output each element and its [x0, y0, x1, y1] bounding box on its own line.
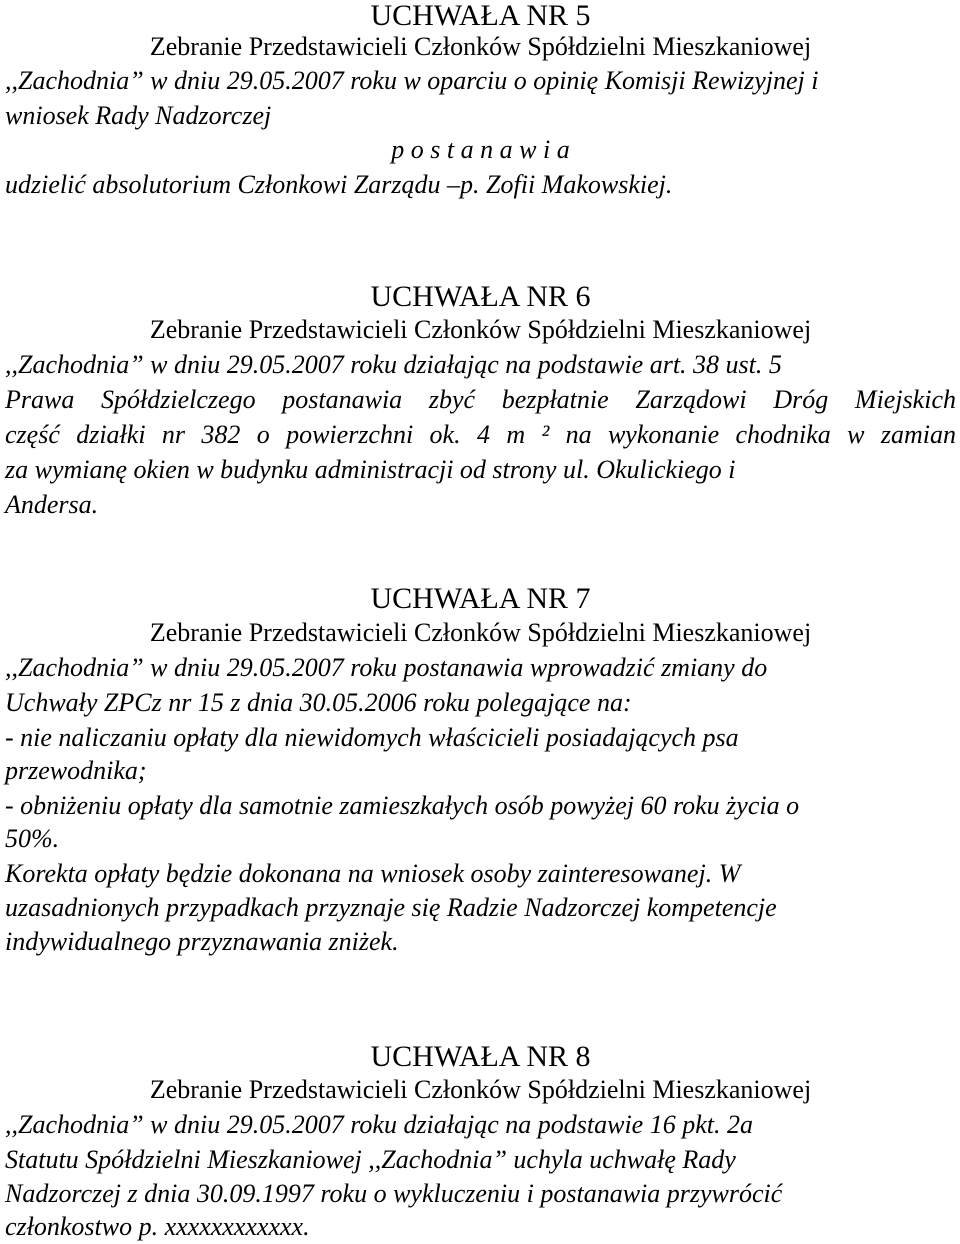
resolution-line: Uchwały ZPCz nr 15 z dnia 30.05.2006 roku polegające na: [5, 688, 632, 717]
resolution-line: ,,Zachodnia” w dniu 29.05.2007 roku działając na podstawie art. 38 ust. 5 [5, 350, 782, 379]
resolution-heading: UCHWAŁA NR 7 [370, 582, 591, 615]
resolution-line: część działki nr 382 o powierzchni ok. 4 m ² na wykonanie chodnika w zamian [5, 420, 956, 449]
resolution-line: Nadzorczej z dnia 30.09.1997 roku o wykluczeniu i postanawia przywrócić [5, 1179, 783, 1208]
resolution-line: indywidualnego przyznawania zniżek. [5, 927, 399, 956]
resolution-line: Korekta opłaty będzie dokonana na wniosek osoby zainteresowanej. W [5, 859, 741, 888]
resolution-line: Zebranie Przedstawicieli Członków Spółdzielni Mieszkaniowej [149, 618, 812, 647]
resolution-line: Zebranie Przedstawicieli Członków Spółdzielni Mieszkaniowej [149, 32, 812, 61]
resolution-line: Statutu Spółdzielni Mieszkaniowej ,,Zachodnia” uchyla uchwałę Rady [5, 1145, 736, 1174]
resolution-line: ,,Zachodnia” w dniu 29.05.2007 roku działając na podstawie 16 pkt. 2a [5, 1110, 753, 1139]
resolution-line: - nie naliczaniu opłaty dla niewidomych właścicieli posiadających psa [5, 723, 739, 752]
resolution-line: ,,Zachodnia” w dniu 29.05.2007 roku w oparciu o opinię Komisji Rewizyjnej i [5, 66, 819, 95]
resolution-line: przewodnika; [5, 756, 147, 785]
resolution-line: za wymianę okien w budynku administracji od strony ul. Okulickiego i [5, 455, 736, 484]
resolution-line: ,,Zachodnia” w dniu 29.05.2007 roku postanawia wprowadzić zmiany do [5, 653, 768, 682]
resolution-line: Prawa Spółdzielczego postanawia zbyć bezpłatnie Zarządowi Dróg Miejskich [5, 385, 956, 414]
resolution-line: Andersa. [5, 490, 99, 519]
resolution-line: udzielić absolutorium Członkowi Zarządu –p. Zofii Makowskiej. [5, 170, 673, 199]
resolution-heading: UCHWAŁA NR 6 [370, 280, 591, 313]
resolution-line: - obniżeniu opłaty dla samotnie zamieszkałych osób powyżej 60 roku życia o [5, 791, 800, 820]
resolution-heading: UCHWAŁA NR 8 [370, 1040, 591, 1073]
resolution-line: 50%. [5, 824, 60, 853]
resolution-line: p o s t a n a w i a [391, 135, 570, 164]
resolution-heading: UCHWAŁA NR 5 [370, 0, 591, 32]
resolution-line: uzasadnionych przypadkach przyznaje się Radzie Nadzorczej kompetencje [5, 893, 777, 922]
resolution-line: Zebranie Przedstawicieli Członków Spółdzielni Mieszkaniowej [149, 1075, 812, 1104]
resolution-line: członkostwo p. xxxxxxxxxxxx. [5, 1212, 310, 1241]
resolution-line: Zebranie Przedstawicieli Członków Spółdzielni Mieszkaniowej [149, 315, 812, 344]
resolution-line: wniosek Rady Nadzorczej [5, 101, 272, 130]
